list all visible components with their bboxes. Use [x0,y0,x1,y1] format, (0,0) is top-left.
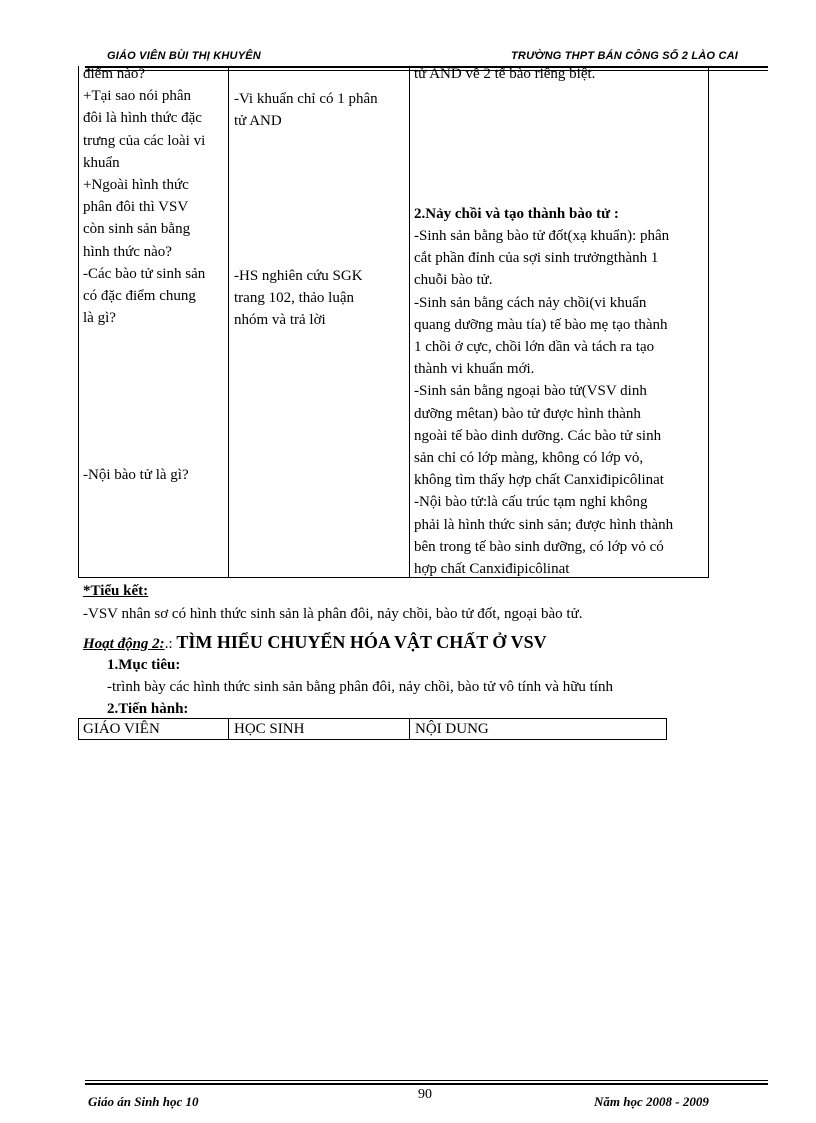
student-answer-2: -HS nghiên cứu SGK trang 102, thảo luận nhóm và trả lời [234,268,363,329]
objective-text: -trình bày các hình thức sinh sản bằng phân đôi, nảy chồi, bào tử vô tính và hữu tính [107,679,613,695]
activity2-title: TÌM HIỂU CHUYỂN HÓA VẬT CHẤT Ở VSV [176,632,547,652]
table-border-left [78,66,79,578]
activity2-label: Hoạt động 2: [83,636,165,652]
footer-course: Giáo án Sinh học 10 [88,1094,199,1109]
content-carryover: tử AND về 2 tế bào riêng biệt. [414,66,596,82]
objective-heading: 1.Mục tiêu: [107,657,181,673]
table-header-content: NỘI DUNG [415,721,489,737]
footer-rule-thick [85,1083,768,1085]
footer-year: Năm học 2008 - 2009 [594,1094,709,1109]
table-divider-2 [409,66,410,578]
procedure-heading: 2.Tiến hành: [107,701,189,717]
table-divider-1 [228,66,229,578]
summary-text: -VSV nhân sơ có hình thức sinh sản là phân đôi, nảy chồi, bào tử đốt, ngoại bào tử. [83,606,583,622]
content-body: -Sinh sản bằng bào tử đốt(xạ khuẩn): phân cắt phần đỉnh của sợi sinh trưởngthành 1 chuỗi bào tử. -Sinh sản bằng cách nảy chồi(vi khuẩn quang dưỡng màu tía) tế bào mẹ tạo thành 1 chồi ở cực, chồi lớn dần và tách ra tạo thành vi khuẩn mới. -Sinh sản bằng ngoại bào tử(VSV dinh dưỡng mêtan) bào tử được hình thành ngoài tế bào dinh dưỡng. Các bào tử sinh sản chỉ có lớp màng, không có lớp vỏ, không tìm thấy hợp chất Canxiđipicôlinat -Nội bào tử:là cấu trúc tạm nghỉ không phải là hình thức sinh sản; được hình thành bên trong tế bào sinh dưỡng, có lớp vỏ có hợp chất Canxiđipicôlinat [414,228,674,578]
activity2-separator: .: [164,636,177,652]
teacher-question-endospore: -Nội bào tử là gì? [83,467,189,483]
table-border-right [708,66,709,578]
footer-rule-thin [85,1080,768,1081]
activity2-table [78,718,667,740]
content-heading: 2.Nảy chồi và tạo thành bào tử : [414,206,619,222]
header-teacher: GIÁO VIÊN BÙI THỊ KHUYÊN [107,50,261,62]
header-school: TRƯỜNG THPT BÁN CÔNG SỐ 2 LÀO CAI [511,50,738,62]
summary-title: *Tiểu kết: [83,583,149,599]
teacher-column: điểm nào? +Tại sao nói phân đôi là hình thức đặc trưng của các loài vi khuẩn +Ngoài hình thức phân đôi thì VSV còn sinh sản bằng hình thức nào? -Các bào tử sinh sản có đặc điểm chung là gì? [83,66,206,327]
page-number: 90 [418,1087,432,1102]
table-header-student: HỌC SINH [234,721,305,737]
activity2-heading [83,631,547,655]
table-header-teacher: GIÁO VIÊN [83,721,160,737]
student-answer-1: -Vi khuẩn chỉ có 1 phân tử AND [234,91,378,130]
